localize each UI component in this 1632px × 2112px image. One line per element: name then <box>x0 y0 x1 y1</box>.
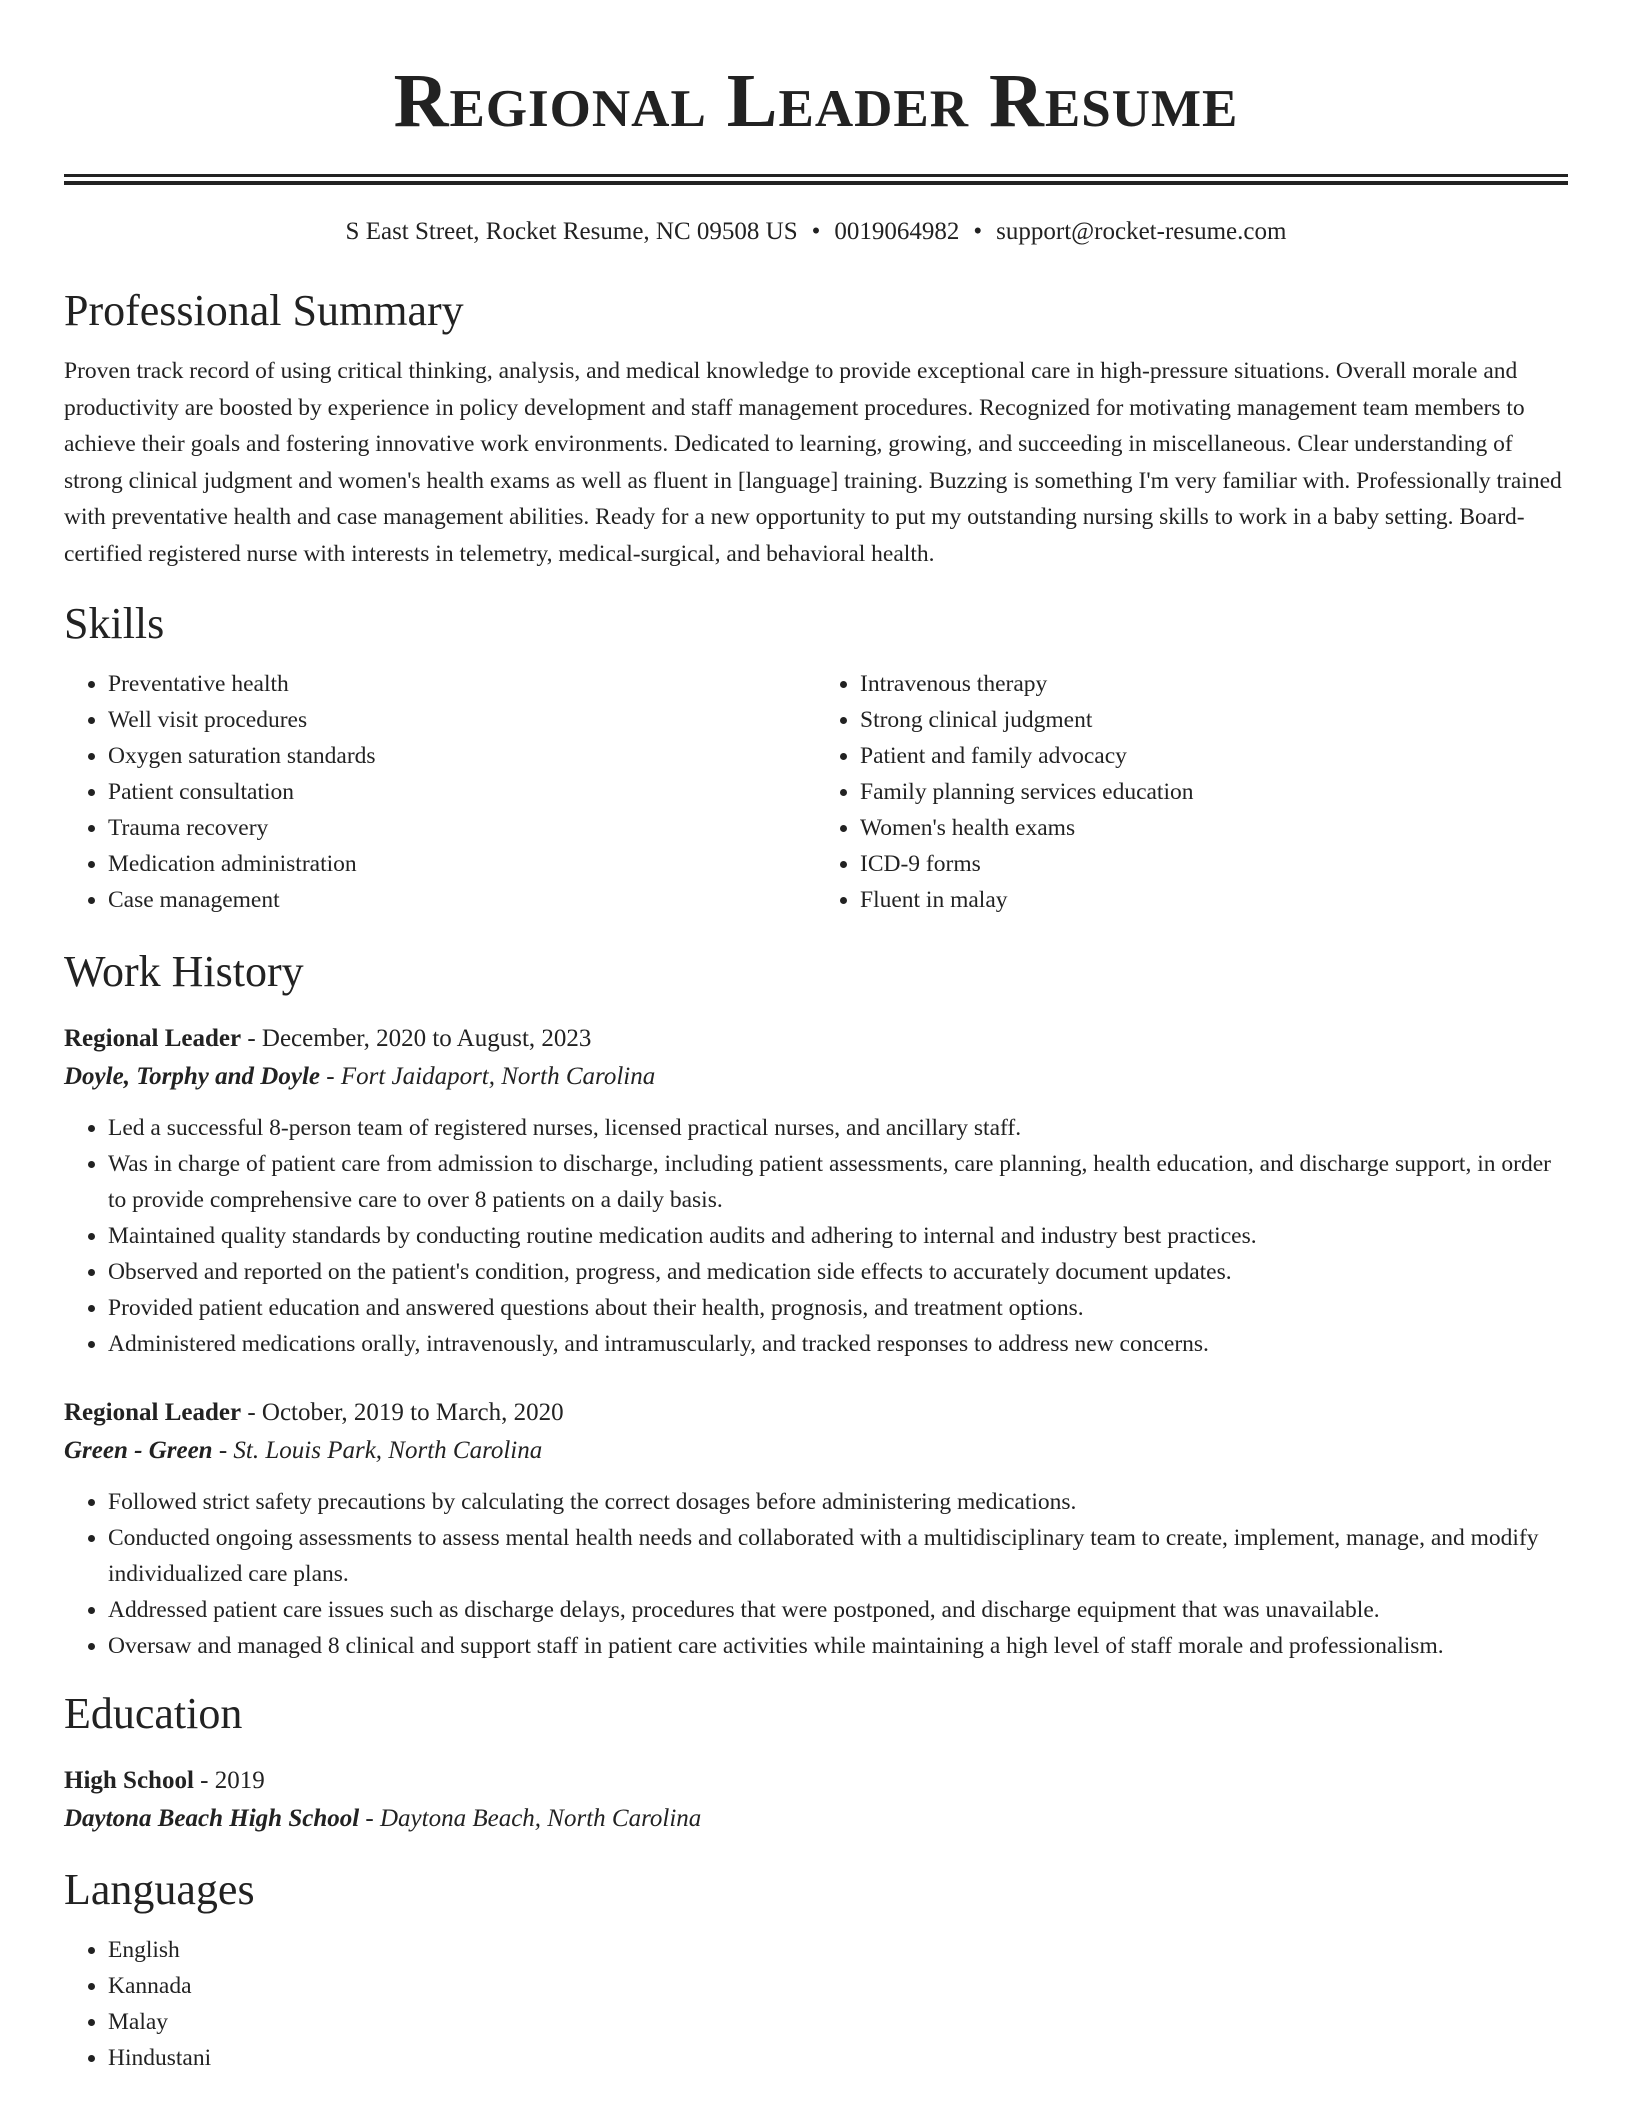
summary-heading: Professional Summary <box>64 286 464 335</box>
skill-item: • Patient consultation <box>108 774 816 810</box>
contact-address: S East Street, Rocket Resume, NC 09508 US <box>345 218 798 245</box>
skill-item: • Patient and family advocacy <box>860 738 1568 774</box>
education-year: - 2019 <box>193 1767 265 1794</box>
job-entry <box>64 1394 1568 1664</box>
job-title: Regional Leader <box>64 1025 242 1052</box>
job-company: Green - Green <box>64 1437 213 1464</box>
job-bullet: • Oversaw and managed 8 clinical and support staff in patient care activities while maintaining a high level of staff morale and professionalism. <box>108 1628 1568 1664</box>
title-divider <box>64 174 1568 185</box>
skill-item: • Case management <box>108 882 816 918</box>
contact-separator: • <box>973 218 983 245</box>
skill-item: • Women's health exams <box>860 810 1568 846</box>
skill-item: • Family planning services education <box>860 774 1568 810</box>
job-bullet: • Maintained quality standards by conducting routine medication audits and adhering to internal and industry best practices. <box>108 1218 1568 1254</box>
job-bullets <box>64 1110 1568 1362</box>
skill-item: • Medication administration <box>108 846 816 882</box>
education-degree-line <box>64 1762 1568 1800</box>
language-item: • Hindustani <box>108 2040 1568 2076</box>
job-company-line <box>64 1432 1568 1470</box>
job-bullet: • Observed and reported on the patient's condition, progress, and medication side effects to accurately document updates. <box>108 1254 1568 1290</box>
job-bullet: • Conducted ongoing assessments to assess mental health needs and collaborated with a multidisciplinary team to create, implement, manage, and modify individualized care plans. <box>108 1520 1568 1592</box>
languages-list <box>64 1932 1568 2076</box>
skill-item: • Intravenous therapy <box>860 666 1568 702</box>
job-title: Regional Leader <box>64 1399 242 1426</box>
work-history-heading: Work History <box>64 947 304 996</box>
job-company: Doyle, Torphy and Doyle <box>64 1063 320 1090</box>
job-entry <box>64 1020 1568 1362</box>
skill-item: • Oxygen saturation standards <box>108 738 816 774</box>
skills-heading: Skills <box>64 599 165 648</box>
contact-email: support@rocket-resume.com <box>996 218 1287 245</box>
skill-item: • Strong clinical judgment <box>860 702 1568 738</box>
summary-text: Proven track record of using critical thinking, analysis, and medical knowledge to provide exceptional care in high-pressure situations. Overall morale and productivity are boosted by experience in policy development and staff management procedures. Recognized for motivating management team members to achieve their goals and fostering innovative work environments. Dedicated to learning, growing, and succeeding in miscellaneous. Clear understanding of strong clinical judgment and women's health exams as well as fluent in [language] training. Buzzing is something I'm very familiar with. Professionally trained with preventative health and case management abilities. Ready for a new opportunity to put my outstanding nursing skills to work in a baby setting. Board-certified registered nurse with interests in telemetry, medical-surgical, and behavioral health. <box>64 358 1562 567</box>
job-title-line <box>64 1394 1568 1432</box>
education-school: Daytona Beach High School <box>64 1805 360 1832</box>
job-bullet: • Provided patient education and answered questions about their health, prognosis, and treatment options. <box>108 1290 1568 1326</box>
job-location: - St. Louis Park, North Carolina <box>212 1437 543 1464</box>
job-location: - Fort Jaidaport, North Carolina <box>320 1063 656 1090</box>
job-bullet: • Administered medications orally, intravenously, and intramuscularly, and tracked responses to address new concerns. <box>108 1326 1568 1362</box>
skill-item: • Preventative health <box>108 666 816 702</box>
job-company-line <box>64 1058 1568 1096</box>
language-item: • Kannada <box>108 1968 1568 2004</box>
skill-item: • Trauma recovery <box>108 810 816 846</box>
skill-item: • ICD-9 forms <box>860 846 1568 882</box>
job-bullet: • Addressed patient care issues such as discharge delays, procedures that were postponed, and discharge equipment that was unavailable. <box>108 1592 1568 1628</box>
job-dates: - October, 2019 to March, 2020 <box>241 1399 564 1426</box>
job-bullet: • Led a successful 8-person team of registered nurses, licensed practical nurses, and ancillary staff. <box>108 1110 1568 1146</box>
skill-item: • Fluent in malay <box>860 882 1568 918</box>
skills-right-column <box>816 666 1568 918</box>
language-item: • English <box>108 1932 1568 1968</box>
contact-phone: 0019064982 <box>834 218 960 245</box>
languages-heading: Languages <box>64 1865 255 1914</box>
contact-separator: • <box>811 218 821 245</box>
job-title-line <box>64 1020 1568 1058</box>
education-heading: Education <box>64 1689 243 1738</box>
job-bullet: • Followed strict safety precautions by calculating the correct dosages before administering medications. <box>108 1484 1568 1520</box>
education-school-line <box>64 1800 1568 1838</box>
resume-title: Regional Leader Resume <box>393 59 1239 143</box>
contact-line <box>64 215 1568 249</box>
language-item: • Malay <box>108 2004 1568 2040</box>
skills-grid <box>64 666 1568 918</box>
job-bullets <box>64 1484 1568 1664</box>
skills-left-column <box>64 666 816 918</box>
job-dates: - December, 2020 to August, 2023 <box>241 1025 592 1052</box>
skill-item: • Well visit procedures <box>108 702 816 738</box>
education-location: - Daytona Beach, North Carolina <box>359 1805 702 1832</box>
job-bullet: • Was in charge of patient care from admission to discharge, including patient assessments, care planning, health education, and discharge support, in order to provide comprehensive care to over 8 patients on a daily basis. <box>108 1146 1568 1218</box>
education-degree: High School <box>64 1767 194 1794</box>
